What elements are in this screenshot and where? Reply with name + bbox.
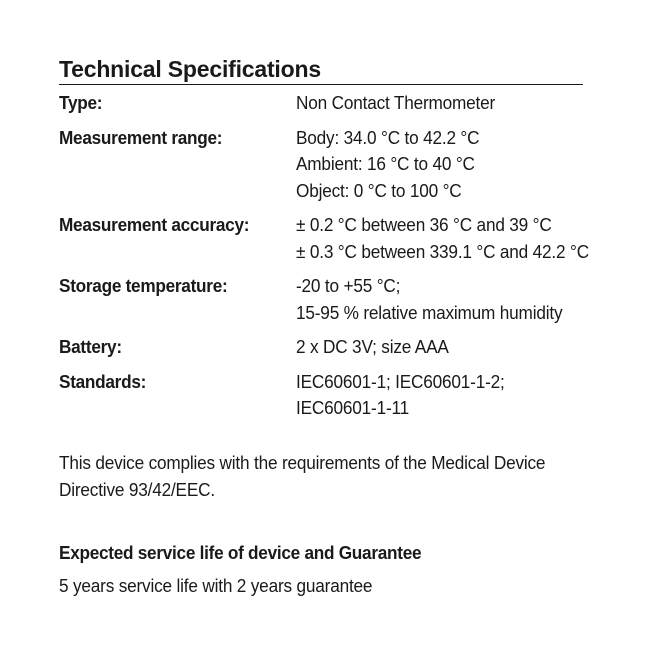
service-life-heading: Expected service life of device and Guarantee [59,542,422,563]
spec-values-battery [296,334,639,361]
spec-value: Object: 0 °C to 100 °C [296,179,462,201]
spec-value: Body: 34.0 °C to 42.2 °C [296,126,480,148]
compliance-line: Directive 93/42/EEC. [59,478,215,500]
compliance-line: This device complies with the requirements of the Medical Device [59,452,546,473]
spec-value: Ambient: 16 °C to 40 °C [296,153,475,174]
spec-label-type: Type: [59,92,103,113]
spec-label-measurement-accuracy: Measurement accuracy: [59,214,250,235]
spec-row-storage-temperature [59,273,639,326]
spec-row-measurement-range [59,125,639,205]
spec-value: IEC60601-1; IEC60601-1-2; [296,370,505,392]
spec-value: 2 x DC 3V; size AAA [296,336,449,357]
spec-value: -20 to +55 °C; [296,275,401,296]
spec-label-measurement-range: Measurement range: [59,126,223,148]
spec-values-storage-temperature [296,273,639,326]
spec-values-measurement-accuracy [296,212,639,265]
service-life-text: 5 years service life with 2 years guarantee [59,575,373,596]
section-title: Technical Specifications [59,54,583,85]
spec-value: 15-95 % relative maximum humidity [296,301,563,323]
spec-label-storage-temperature: Storage temperature: [59,275,228,296]
spec-label-standards: Standards: [59,370,147,392]
spec-values-type [296,90,639,117]
spec-row-battery [59,334,639,361]
spec-table [59,90,639,430]
compliance-paragraph [59,450,639,503]
spec-value: ± 0.2 °C between 36 °C and 39 °C [296,214,552,235]
spec-row-type [59,90,639,117]
spec-values-measurement-range [296,125,639,205]
spec-values-standards [296,369,639,422]
spec-value: IEC60601-1-11 [296,397,409,418]
spec-value: Non Contact Thermometer [296,92,496,113]
spec-row-measurement-accuracy [59,212,639,265]
spec-value: ± 0.3 °C between 339.1 °C and 42.2 °C [296,240,589,262]
spec-label-battery: Battery: [59,336,122,357]
spec-row-standards [59,369,639,422]
